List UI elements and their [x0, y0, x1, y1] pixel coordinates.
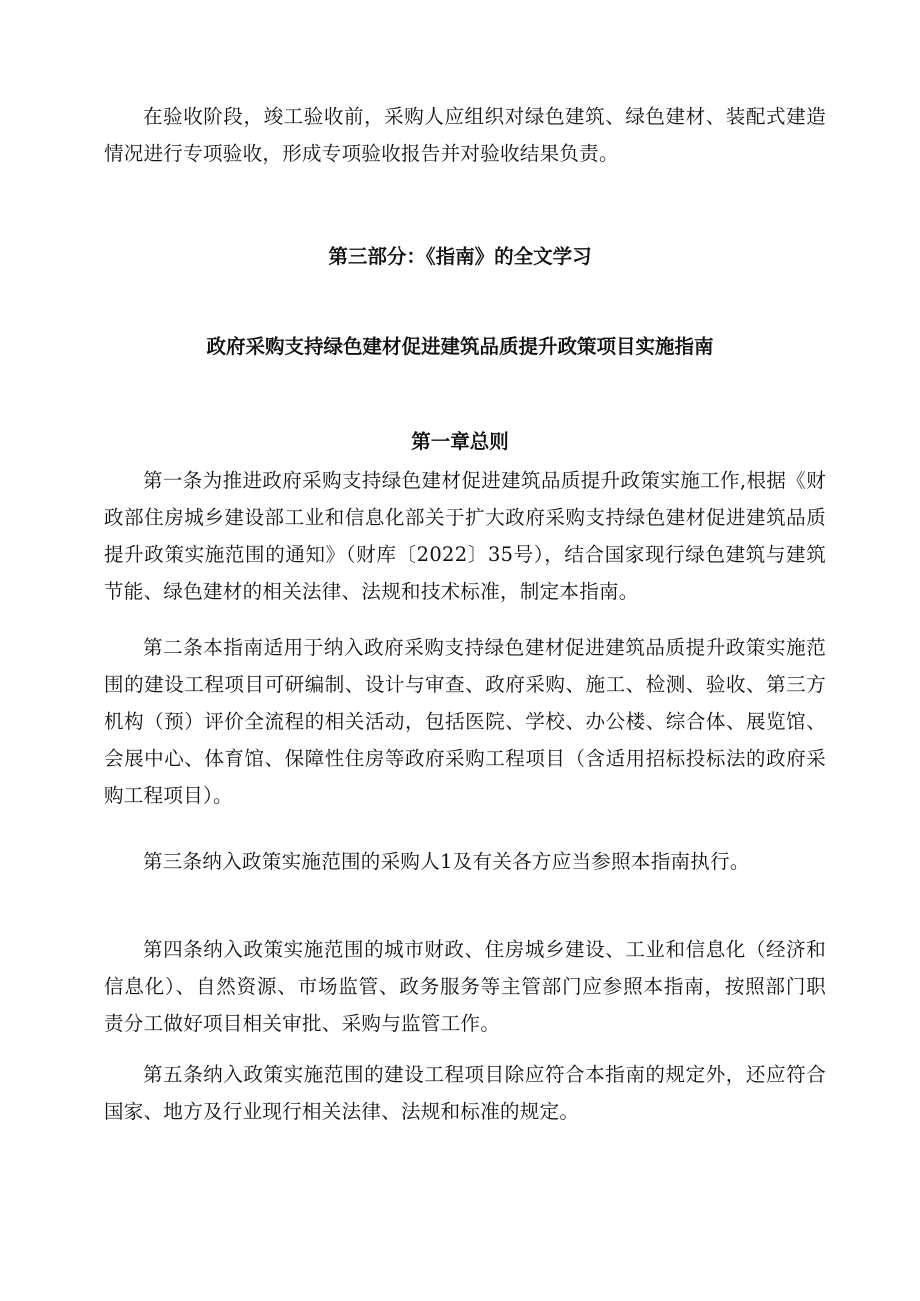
acceptance-paragraph: 在验收阶段，竣工验收前，采购人应组织对绿色建筑、绿色建材、装配式建造情况进行专项验收，形成专项验收报告并对验收结果负责。 [104, 105, 826, 165]
part-heading: 第三部分：《指南》的全文学习 [328, 245, 592, 268]
article-5: 第五条纳入政策实施范围的建设工程项目除应符合本指南的规定外，还应符合国家、地方及行业现行相关法律、法规和标准的规定。 [104, 1063, 826, 1123]
article-3: 第三条纳入政策实施范围的采购人1及有关各方应当参照本指南执行。 [143, 850, 750, 873]
article-1: 第一条为推进政府采购支持绿色建材促进建筑品质提升政策实施工作,根据《财政部住房城乡建设部工业和信息化部关于扩大政府采购支持绿色建材促进建筑品质提升政策实施范围的通知》（财库〔2022〕35号），结合国家现行绿色建筑与建筑节能、绿色建材的相关法律、法规和技术标准，制定本指南。 [104, 469, 826, 603]
article-2: 第二条本指南适用于纳入政府采购支持绿色建材促进建筑品质提升政策实施范围的建设工程项目可研编制、设计与审查、政府采购、施工、检测、验收、第三方机构（预）评价全流程的相关活动，包括医院、学校、办公楼、综合体、展览馆、会展中心、体育馆、保障性住房等政府采购工程项目（含适用招标投标法的政府采购工程项目）。 [104, 636, 826, 807]
guide-title: 政府采购支持绿色建材促进建筑品质提升政策项目实施指南 [206, 335, 714, 358]
article-4: 第四条纳入政策实施范围的城市财政、住房城乡建设、工业和信息化（经济和信息化）、自然资源、市场监管、政务服务等主管部门应参照本指南，按照部门职责分工做好项目相关审批、采购与监管工作。 [104, 938, 826, 1035]
chapter-heading: 第一章总则 [411, 430, 509, 453]
